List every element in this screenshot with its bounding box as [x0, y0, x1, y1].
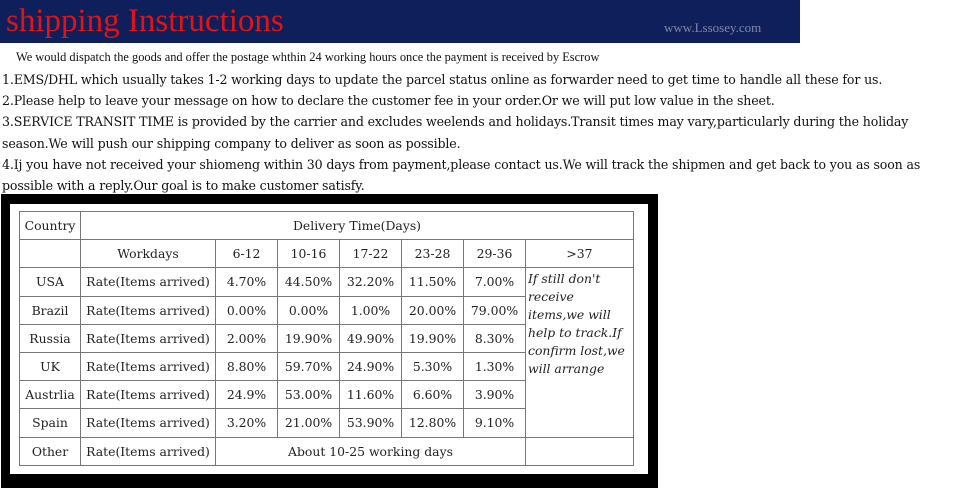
note-2: 2.Please help to leave your message on how to declare the customer fee in your order.Or we will put low value in the sheet.: [2, 93, 775, 109]
country-cell: Russia: [20, 324, 81, 352]
page-title: shipping Instructions: [6, 3, 284, 39]
rate-cell: 59.70%: [278, 352, 340, 380]
rate-cell: 19.90%: [402, 324, 464, 352]
rate-cell: 0.00%: [278, 296, 340, 324]
shipping-notes: [2, 69, 960, 196]
range-header: 17-22: [340, 240, 402, 268]
country-cell: Spain: [20, 409, 81, 437]
rate-label-cell: Rate(Items arrived): [81, 381, 216, 409]
rate-cell: 8.80%: [216, 352, 278, 380]
table-row: [20, 437, 634, 465]
rate-cell: 6.60%: [402, 381, 464, 409]
rate-cell: 8.30%: [464, 324, 526, 352]
delivery-table-panel: [10, 204, 648, 474]
rate-cell: 53.90%: [340, 409, 402, 437]
other-delivery-cell: About 10-25 working days: [216, 437, 526, 465]
intro-text: We would dispatch the goods and offer the postage whthin 24 working hours once the payment is received by Escrow: [16, 50, 600, 64]
rate-cell: 21.00%: [278, 409, 340, 437]
rate-label-cell: Rate(Items arrived): [81, 409, 216, 437]
country-cell: Brazil: [20, 296, 81, 324]
note-4: 4.Ij you have not received your shiomeng within 30 days from payment,please contact us.We will track the shipmen and get back to you as soon as possible with a reply.Our goal is to make customer satisfy.: [2, 156, 921, 194]
rate-cell: 44.50%: [278, 268, 340, 296]
delivery-time-header: Delivery Time(Days): [81, 212, 634, 240]
range-header: 23-28: [402, 240, 464, 268]
note-1: 1.EMS/DHL which usually takes 1-2 working days to update the parcel status online as forwarder need to get time to handle all these for us.: [2, 72, 883, 87]
rate-cell: 9.10%: [464, 409, 526, 437]
store-url: www.Lssosey.com: [664, 20, 762, 35]
rate-cell: 19.90%: [278, 324, 340, 352]
rate-label-cell: Rate(Items arrived): [81, 437, 216, 465]
range-header: 10-16: [278, 240, 340, 268]
rate-cell: 24.90%: [340, 352, 402, 380]
rate-cell: 12.80%: [402, 409, 464, 437]
rate-cell: 24.9%: [216, 381, 278, 409]
rate-cell: 3.20%: [216, 409, 278, 437]
rate-cell: 2.00%: [216, 324, 278, 352]
rate-cell: 3.90%: [464, 381, 526, 409]
workdays-header: Workdays: [81, 240, 216, 268]
country-cell: UK: [20, 352, 81, 380]
rate-label-cell: Rate(Items arrived): [81, 268, 216, 296]
table-row: [20, 268, 634, 296]
range-header: 6-12: [216, 240, 278, 268]
delivery-table-frame: [1, 194, 658, 488]
rate-label-cell: Rate(Items arrived): [81, 296, 216, 324]
side-note: If still don't receive items,we will help to track.If confirm lost,we will arrange: [526, 268, 634, 437]
blank-cell: [526, 437, 634, 465]
rate-cell: 32.20%: [340, 268, 402, 296]
rate-cell: 11.60%: [340, 381, 402, 409]
country-cell: Other: [20, 437, 81, 465]
rate-label-cell: Rate(Items arrived): [81, 352, 216, 380]
rate-cell: 79.00%: [464, 296, 526, 324]
range-header: >37: [526, 240, 634, 268]
header-banner: [0, 0, 800, 43]
rate-cell: 49.90%: [340, 324, 402, 352]
rate-cell: 5.30%: [402, 352, 464, 380]
rate-cell: 20.00%: [402, 296, 464, 324]
rate-cell: 0.00%: [216, 296, 278, 324]
rate-cell: 7.00%: [464, 268, 526, 296]
country-header: Country: [20, 212, 81, 240]
rate-cell: 53.00%: [278, 381, 340, 409]
rate-label-cell: Rate(Items arrived): [81, 324, 216, 352]
country-cell: USA: [20, 268, 81, 296]
delivery-time-table: [19, 211, 634, 466]
rate-cell: 1.00%: [340, 296, 402, 324]
note-3: 3.SERVICE TRANSIT TIME is provided by the carrier and excludes weelends and holidays.Transit times may vary,particularly during the holiday season.We will push our shipping company to deliver as soon as possible.: [2, 114, 909, 151]
rate-cell: 11.50%: [402, 268, 464, 296]
rate-cell: 4.70%: [216, 268, 278, 296]
range-header: 29-36: [464, 240, 526, 268]
header-blank-cell: [20, 240, 81, 268]
country-cell: Austrlia: [20, 381, 81, 409]
rate-cell: 1.30%: [464, 352, 526, 380]
